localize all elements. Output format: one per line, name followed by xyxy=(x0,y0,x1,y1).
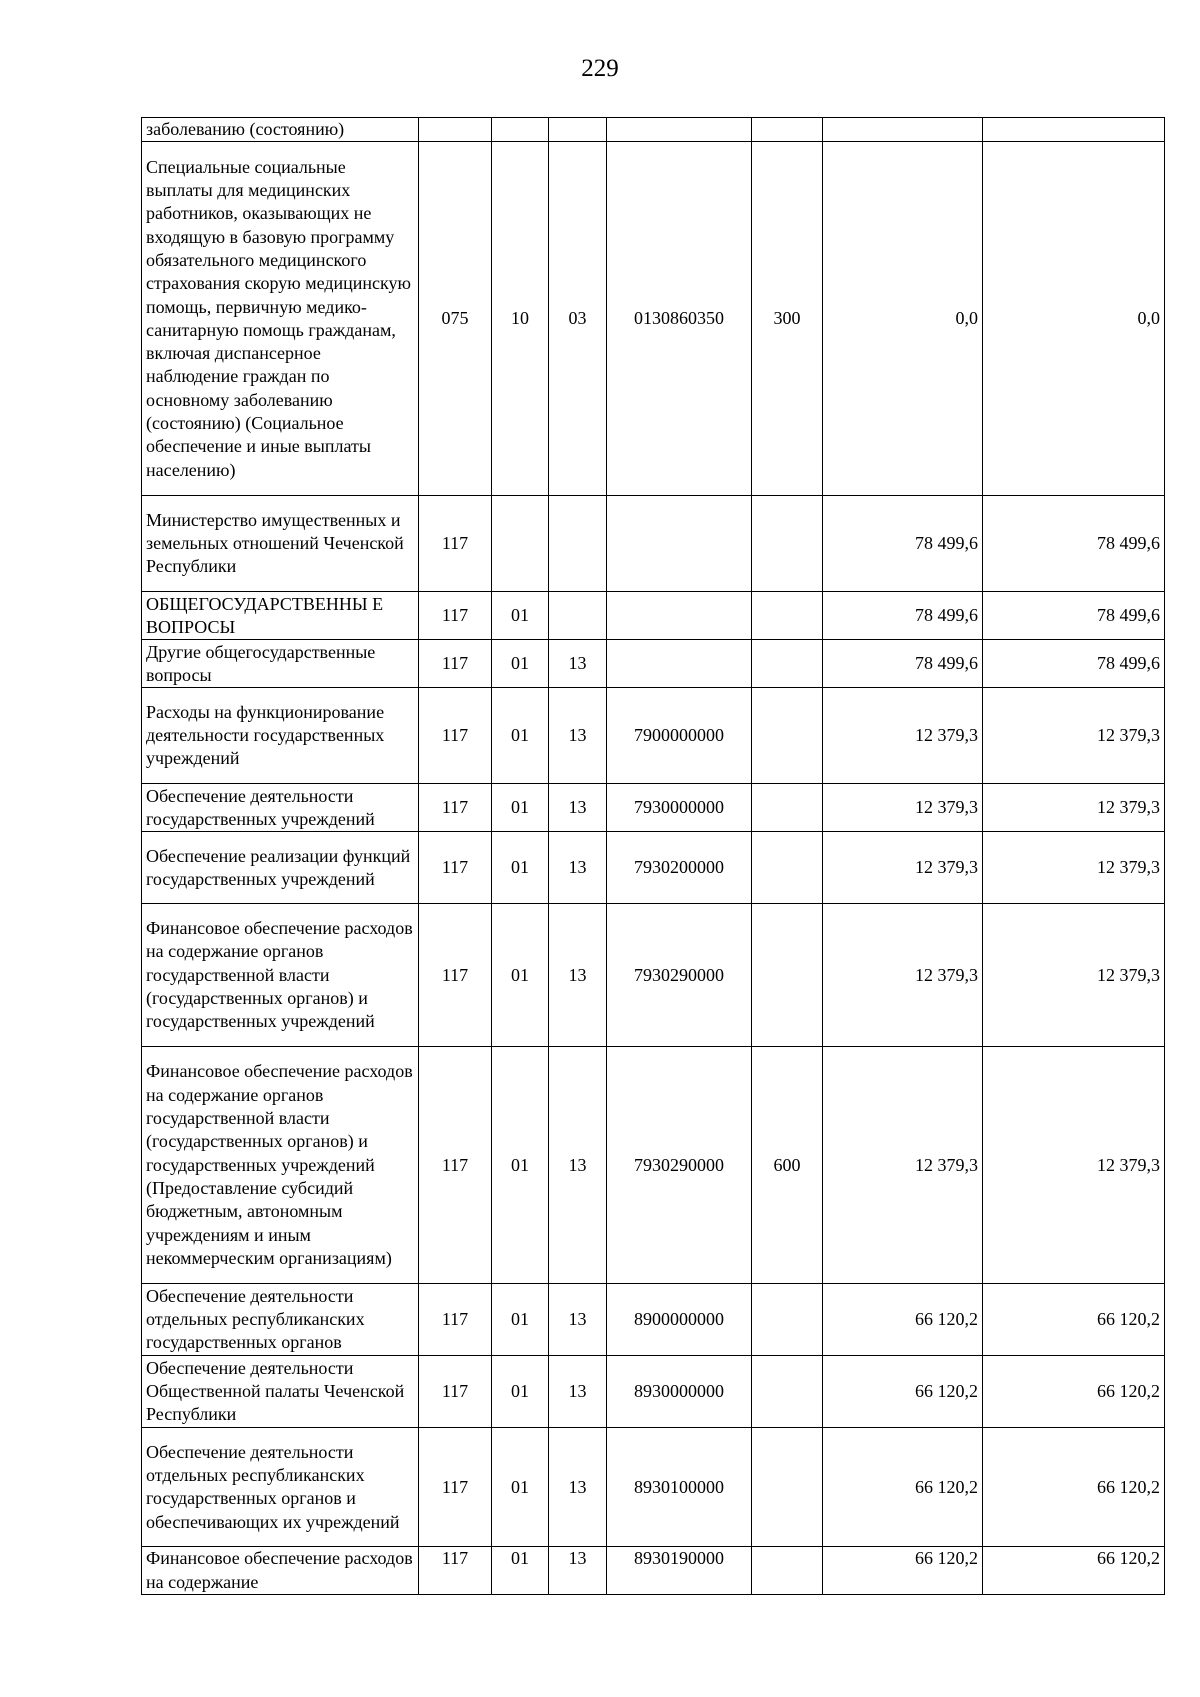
subsection-code-cell: 13 xyxy=(549,1047,607,1284)
subsection-code-cell: 13 xyxy=(549,1547,607,1595)
budget-table xyxy=(141,117,1165,1595)
table-row xyxy=(142,1547,1165,1595)
amount-year2-cell: 78 499,6 xyxy=(983,592,1165,640)
row-name-cell: Обеспечение деятельности отдельных республиканских государственных органов xyxy=(142,1284,419,1356)
row-name-cell: Финансовое обеспечение расходов на содержание xyxy=(142,1547,419,1595)
subsection-code-cell: 03 xyxy=(549,142,607,496)
section-code-cell: 01 xyxy=(492,1284,549,1356)
amount-year1-cell: 12 379,3 xyxy=(823,1047,983,1284)
subsection-code-cell: 13 xyxy=(549,640,607,688)
target-article-cell: 8900000000 xyxy=(607,1284,752,1356)
amount-year2-cell: 12 379,3 xyxy=(983,1047,1165,1284)
target-article-cell: 7900000000 xyxy=(607,688,752,784)
amount-year1-cell: 12 379,3 xyxy=(823,832,983,904)
target-article-cell: 8930000000 xyxy=(607,1356,752,1428)
row-name-cell: Специальные социальные выплаты для медицинских работников, оказывающих не входящую в базовую программу обязательного медицинского страхования скорую медицинскую помощь, первичную медико-санитарную помощь гражданам, включая диспансерное наблюдение граждан по основному заболеванию (состоянию) (Социальное обеспечение и иные выплаты населению) xyxy=(142,142,419,496)
amount-year2-cell: 12 379,3 xyxy=(983,688,1165,784)
table-row xyxy=(142,496,1165,592)
expense-type-cell xyxy=(752,784,823,832)
table-row xyxy=(142,1428,1165,1547)
amount-year2-cell: 12 379,3 xyxy=(983,784,1165,832)
amount-year2-cell xyxy=(983,118,1165,142)
expense-type-cell xyxy=(752,1284,823,1356)
target-article-cell: 8930100000 xyxy=(607,1428,752,1547)
row-name-cell: Обеспечение деятельности Общественной палаты Чеченской Республики xyxy=(142,1356,419,1428)
section-code-cell xyxy=(492,118,549,142)
subsection-code-cell: 13 xyxy=(549,1428,607,1547)
amount-year2-cell: 12 379,3 xyxy=(983,904,1165,1047)
admin-code-cell: 117 xyxy=(419,688,492,784)
section-code-cell: 01 xyxy=(492,640,549,688)
section-code-cell: 01 xyxy=(492,592,549,640)
expense-type-cell: 600 xyxy=(752,1047,823,1284)
table-row xyxy=(142,142,1165,496)
row-name-cell: Обеспечение деятельности отдельных республиканских государственных органов и обеспечивающих их учреждений xyxy=(142,1428,419,1547)
section-code-cell: 10 xyxy=(492,142,549,496)
admin-code-cell: 117 xyxy=(419,1428,492,1547)
section-code-cell xyxy=(492,496,549,592)
amount-year2-cell: 66 120,2 xyxy=(983,1547,1165,1595)
amount-year2-cell: 66 120,2 xyxy=(983,1428,1165,1547)
section-code-cell: 01 xyxy=(492,1047,549,1284)
admin-code-cell: 117 xyxy=(419,592,492,640)
amount-year1-cell: 12 379,3 xyxy=(823,904,983,1047)
section-code-cell: 01 xyxy=(492,1547,549,1595)
expense-type-cell xyxy=(752,1547,823,1595)
amount-year2-cell: 78 499,6 xyxy=(983,640,1165,688)
row-name-cell: Финансовое обеспечение расходов на содержание органов государственной власти (государственных органов) и государственных учреждений xyxy=(142,904,419,1047)
subsection-code-cell: 13 xyxy=(549,1284,607,1356)
amount-year2-cell: 66 120,2 xyxy=(983,1284,1165,1356)
table-row xyxy=(142,592,1165,640)
budget-table-body xyxy=(142,118,1165,1595)
amount-year1-cell: 78 499,6 xyxy=(823,592,983,640)
subsection-code-cell xyxy=(549,592,607,640)
target-article-cell: 7930290000 xyxy=(607,904,752,1047)
table-row xyxy=(142,1356,1165,1428)
amount-year2-cell: 66 120,2 xyxy=(983,1356,1165,1428)
target-article-cell: 7930000000 xyxy=(607,784,752,832)
target-article-cell xyxy=(607,592,752,640)
subsection-code-cell: 13 xyxy=(549,688,607,784)
expense-type-cell xyxy=(752,688,823,784)
section-code-cell: 01 xyxy=(492,832,549,904)
subsection-code-cell xyxy=(549,496,607,592)
admin-code-cell: 075 xyxy=(419,142,492,496)
admin-code-cell: 117 xyxy=(419,1547,492,1595)
admin-code-cell: 117 xyxy=(419,496,492,592)
row-name-cell: ОБЩЕГОСУДАРСТВЕННЫ Е ВОПРОСЫ xyxy=(142,592,419,640)
admin-code-cell: 117 xyxy=(419,1284,492,1356)
row-name-cell: Обеспечение реализации функций государственных учреждений xyxy=(142,832,419,904)
admin-code-cell: 117 xyxy=(419,1356,492,1428)
row-name-cell: заболеванию (состоянию) xyxy=(142,118,419,142)
expense-type-cell xyxy=(752,496,823,592)
subsection-code-cell xyxy=(549,118,607,142)
page-number: 229 xyxy=(581,55,619,82)
section-code-cell: 01 xyxy=(492,904,549,1047)
table-row xyxy=(142,832,1165,904)
subsection-code-cell: 13 xyxy=(549,1356,607,1428)
row-name-cell: Другие общегосударственные вопросы xyxy=(142,640,419,688)
section-code-cell: 01 xyxy=(492,688,549,784)
target-article-cell: 7930290000 xyxy=(607,1047,752,1284)
admin-code-cell: 117 xyxy=(419,1047,492,1284)
admin-code-cell: 117 xyxy=(419,784,492,832)
amount-year1-cell: 66 120,2 xyxy=(823,1428,983,1547)
expense-type-cell xyxy=(752,904,823,1047)
amount-year1-cell: 78 499,6 xyxy=(823,496,983,592)
table-row xyxy=(142,1047,1165,1284)
expense-type-cell xyxy=(752,118,823,142)
table-row xyxy=(142,688,1165,784)
amount-year1-cell: 66 120,2 xyxy=(823,1356,983,1428)
expense-type-cell xyxy=(752,640,823,688)
target-article-cell xyxy=(607,640,752,688)
expense-type-cell xyxy=(752,1428,823,1547)
subsection-code-cell: 13 xyxy=(549,904,607,1047)
subsection-code-cell: 13 xyxy=(549,784,607,832)
table-row xyxy=(142,904,1165,1047)
target-article-cell: 7930200000 xyxy=(607,832,752,904)
amount-year2-cell: 78 499,6 xyxy=(983,496,1165,592)
table-row xyxy=(142,118,1165,142)
expense-type-cell: 300 xyxy=(752,142,823,496)
table-row xyxy=(142,1284,1165,1356)
section-code-cell: 01 xyxy=(492,784,549,832)
admin-code-cell: 117 xyxy=(419,904,492,1047)
amount-year2-cell: 12 379,3 xyxy=(983,832,1165,904)
expense-type-cell xyxy=(752,592,823,640)
amount-year1-cell xyxy=(823,118,983,142)
row-name-cell: Обеспечение деятельности государственных учреждений xyxy=(142,784,419,832)
target-article-cell xyxy=(607,496,752,592)
section-code-cell: 01 xyxy=(492,1428,549,1547)
section-code-cell: 01 xyxy=(492,1356,549,1428)
amount-year1-cell: 12 379,3 xyxy=(823,688,983,784)
admin-code-cell xyxy=(419,118,492,142)
amount-year2-cell: 0,0 xyxy=(983,142,1165,496)
amount-year1-cell: 78 499,6 xyxy=(823,640,983,688)
subsection-code-cell: 13 xyxy=(549,832,607,904)
row-name-cell: Министерство имущественных и земельных отношений Чеченской Республики xyxy=(142,496,419,592)
amount-year1-cell: 66 120,2 xyxy=(823,1547,983,1595)
admin-code-cell: 117 xyxy=(419,640,492,688)
target-article-cell: 0130860350 xyxy=(607,142,752,496)
admin-code-cell: 117 xyxy=(419,832,492,904)
target-article-cell: 8930190000 xyxy=(607,1547,752,1595)
table-row xyxy=(142,640,1165,688)
expense-type-cell xyxy=(752,832,823,904)
target-article-cell xyxy=(607,118,752,142)
table-row xyxy=(142,784,1165,832)
amount-year1-cell: 0,0 xyxy=(823,142,983,496)
amount-year1-cell: 12 379,3 xyxy=(823,784,983,832)
row-name-cell: Финансовое обеспечение расходов на содержание органов государственной власти (государственных органов) и государственных учреждений (Предоставление субсидий бюджетным, автономным учреждениям и иным некоммерческим организациям) xyxy=(142,1047,419,1284)
row-name-cell: Расходы на функционирование деятельности государственных учреждений xyxy=(142,688,419,784)
amount-year1-cell: 66 120,2 xyxy=(823,1284,983,1356)
expense-type-cell xyxy=(752,1356,823,1428)
